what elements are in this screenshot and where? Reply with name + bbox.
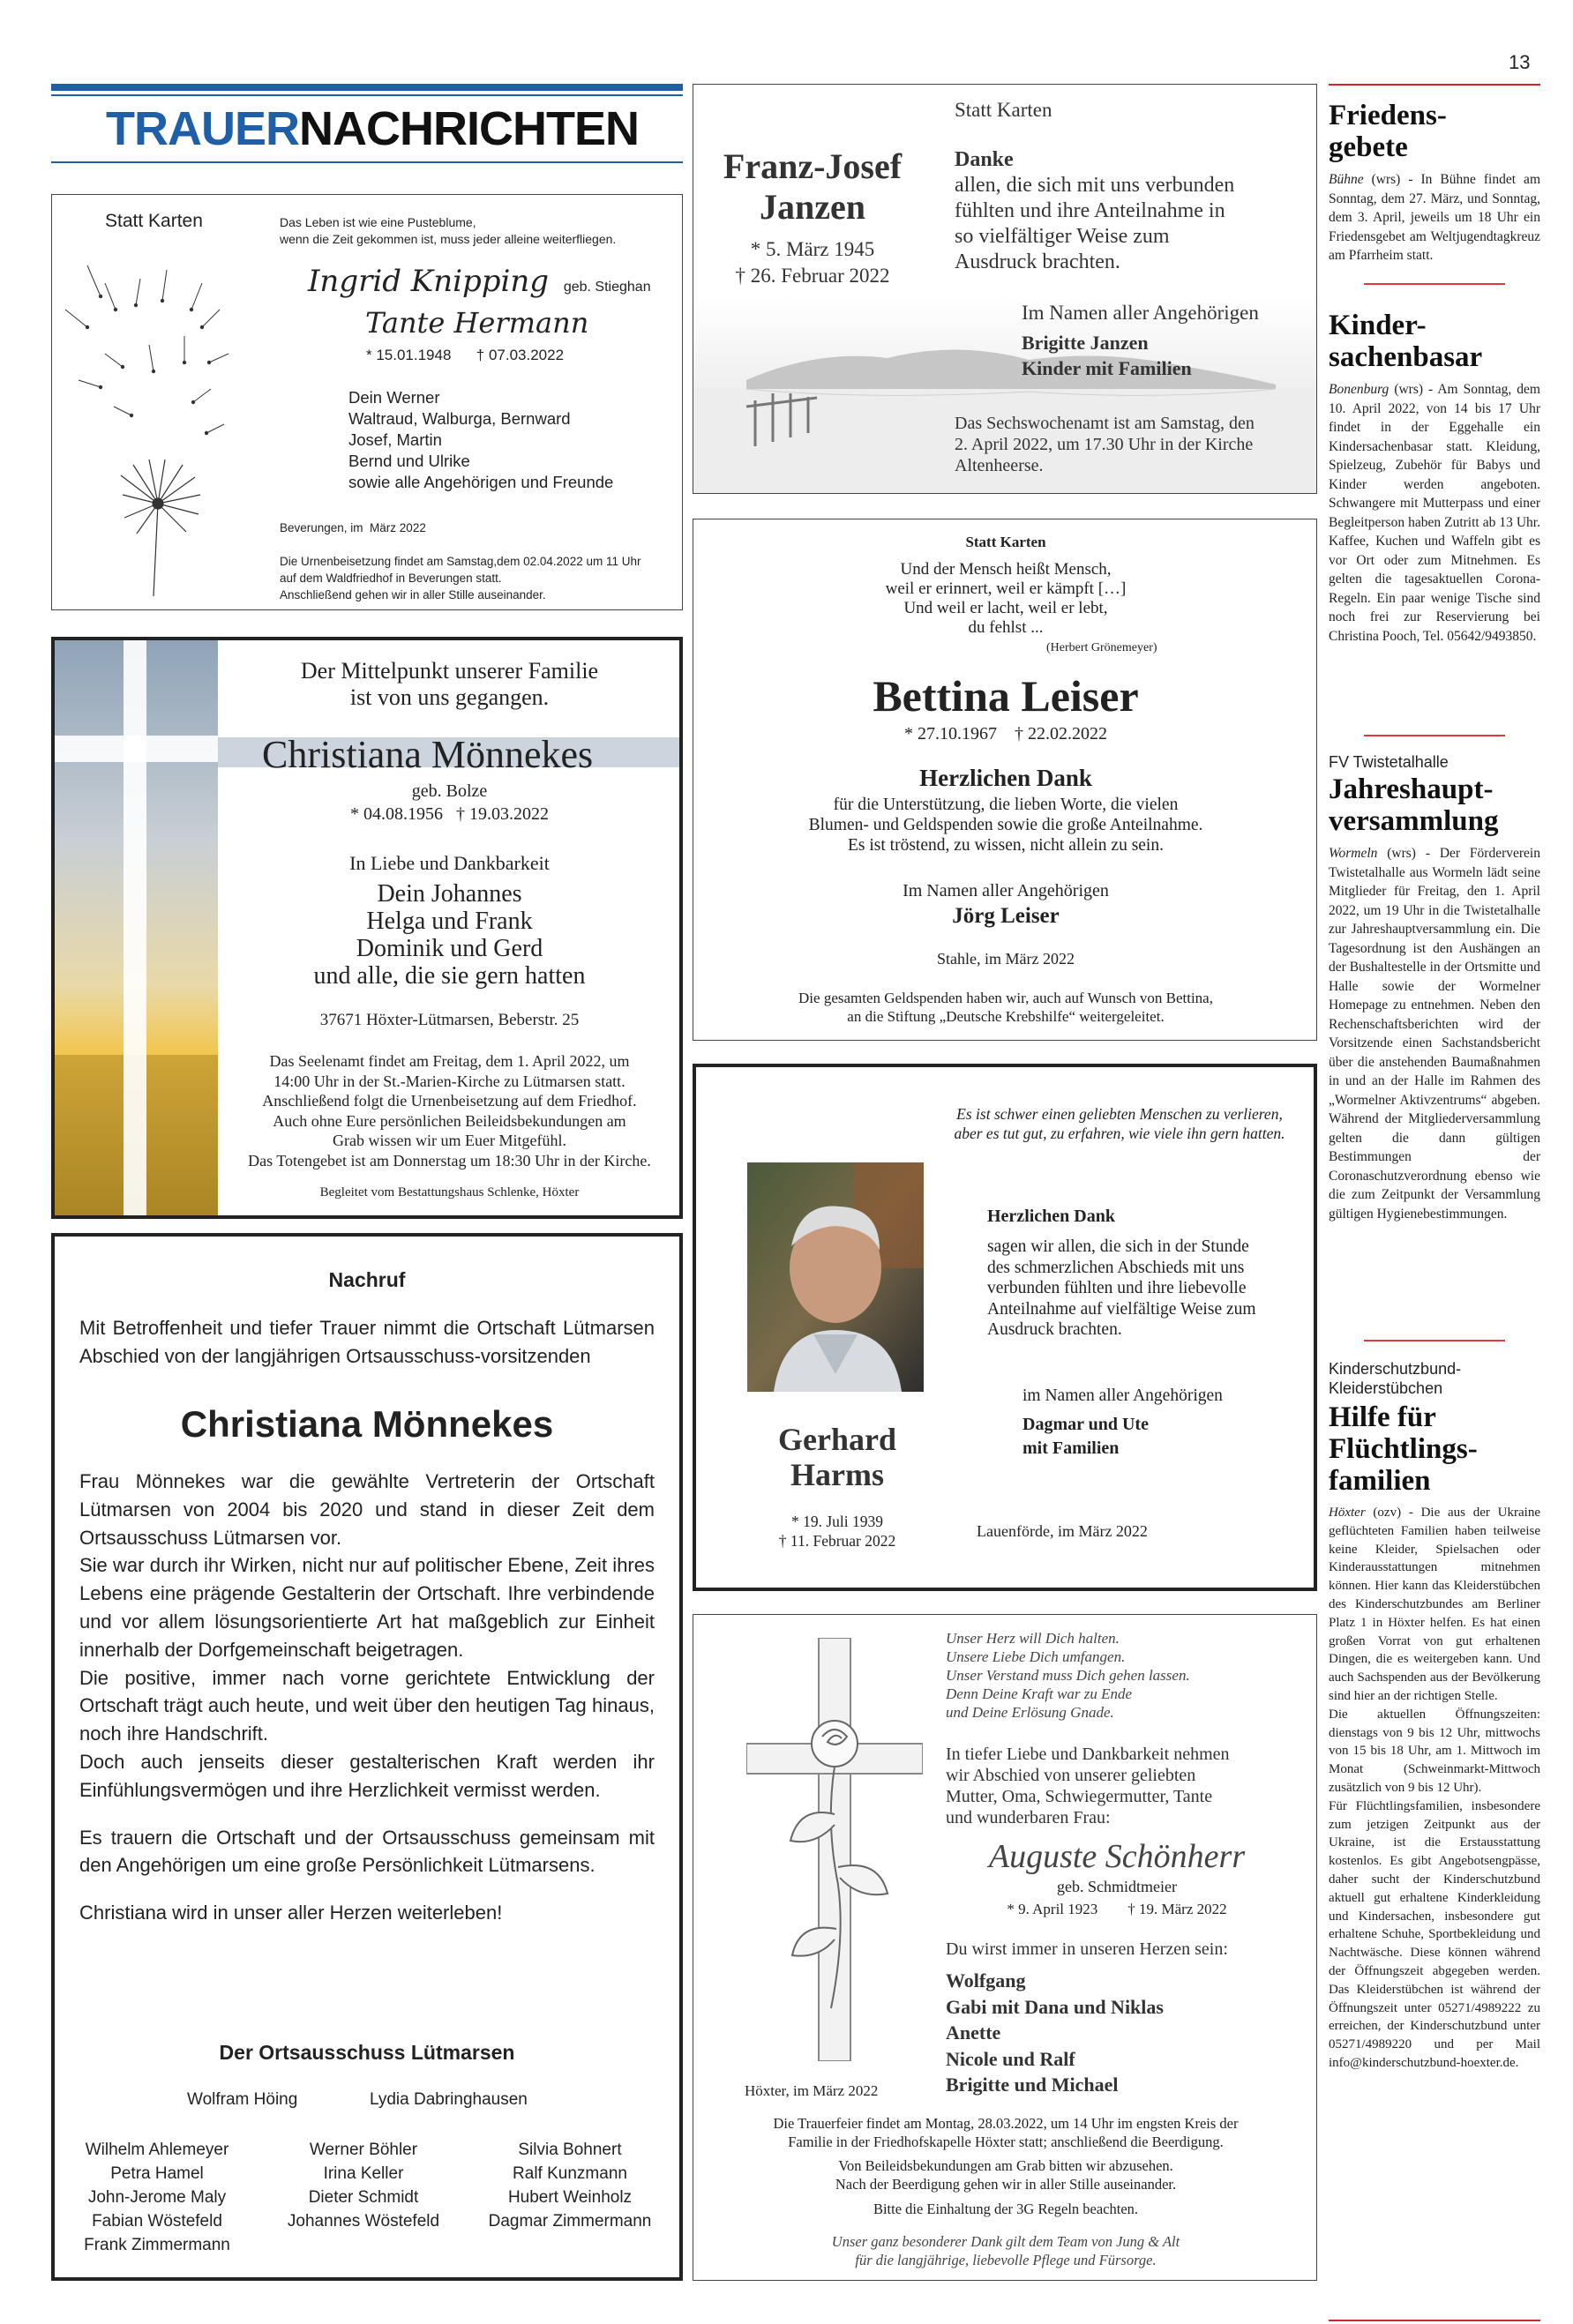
- article-title-hilfe-fluechtlingsfamilien: Hilfe für Flüchtlings- familien: [1329, 1401, 1478, 1497]
- life-dates: * 19. Juli 1939 † 11. Februar 2022: [778, 1513, 896, 1550]
- statt-karten: Statt Karten: [965, 534, 1046, 550]
- cross-sunset-image: [55, 640, 218, 1215]
- funeral-info-2: Von Beileidsbekundungen am Grab bitten wir abzusehen. Nach der Beerdigung gehen wir in aller Stille auseinander.: [835, 2157, 1177, 2193]
- page-number: 13: [1509, 51, 1531, 73]
- deceased-name: Bettina Leiser: [873, 671, 1139, 721]
- article-title-friedensgebete: Friedens- gebete: [1329, 100, 1447, 163]
- birth-name: geb. Schmidtmeier: [1057, 1878, 1177, 1895]
- obituary-ingrid-knipping: [51, 194, 683, 610]
- 3g-note: Bitte die Einhaltung der 3G Regeln beachten.: [873, 2201, 1139, 2217]
- statt-karten: Statt Karten: [955, 99, 1052, 121]
- members-col-3: Silvia Bohnert Ralf Kunzmann Hubert Weinholz Dagmar Zimmermann: [488, 2141, 652, 2231]
- name-line-1: Franz-Josef: [723, 146, 903, 186]
- article-text-kindersachenbasar: Bonenburg (wrs) - Am Sonntag, dem 10. April 2022, von 14 bis 17 Uhr findet in der Eggehalle ein Kindersachenbasar statt. Kleidung, Spielzeug, Zubehör für Babys und Kinder werden angeboten. Schwangere mit Mutterpass und einer Begleitperson haben Zutritt ab 13 Uhr. Kaffee, Kuchen und Waffeln gibt es vor Ort oder zum Mitnehmen. Es gelten die tagesaktuellen Corona-Regeln. Ein paar wenige Tische sind noch frei zur Reservierung bei Christina Pooch, Tel. 05642/9493850.: [1329, 382, 1540, 644]
- dandelion-illustration: [52, 257, 264, 601]
- deceased-name: Christiana Mönnekes: [180, 1403, 554, 1445]
- leader-1: Wolfram Höing: [187, 2090, 298, 2109]
- obituary-bettina-leiser: [693, 519, 1317, 1041]
- im-namen-label: Im Namen aller Angehörigen: [1022, 302, 1259, 324]
- header-suffix: NACHRICHTEN: [299, 102, 639, 155]
- signer: Jörg Leiser: [952, 904, 1060, 928]
- thanks-text: allen, die sich mit uns verbunden fühlten und ihre Anteilnahme in so vielfältiger Weise zum Ausdruck brachten.: [955, 174, 1235, 273]
- paragraph-2: Sie war durch ihr Wirken, nicht nur auf politischer Ebene, Zeit ihres Lebens eine prägende Gestalterin der Ortschaft. Ihre verbindende und vor allem lösungsorientierte Art hat maßgeblich zur Einheit innerhalb der Dorfgemeinschaft beigetragen.: [79, 1554, 655, 1661]
- poem: Unser Herz will Dich halten. Unsere Liebe Dich umfangen. Unser Verstand muss Dich gehen lassen. Denn Deine Kraft war zu Ende und Deine Erlösung Gnade.: [946, 1630, 1190, 1721]
- paragraph-4: Doch auch jenseits dieser gestalterischen Kraft werden ihr Einfühlungsvermögen und ihre Herzlichkeit vermisst werden.: [79, 1750, 655, 1801]
- birth-name: geb. Bolze: [411, 781, 488, 801]
- life-dates: * 15.01.1948 † 07.03.2022: [366, 347, 565, 363]
- family-list: Dein Johannes Helga und Frank Dominik und Gerd und alle, die sie gern hatten: [313, 880, 586, 990]
- funeral-info: Die Trauerfeier findet am Montag, 28.03.2022, um 14 Uhr im engsten Kreis der Familie in der Friedhofskapelle Höxter statt; anschließend die Beerdigung.: [773, 2115, 1239, 2150]
- place-date: Beverungen, im März 2022: [280, 521, 426, 534]
- donation-note: Die gesamten Geldspenden haben wir, auch auf Wunsch von Bettina, an die Stiftung „Deutsche Krebshilfe“ weitergeleitet.: [798, 990, 1213, 1025]
- portrait-photo: [747, 1162, 924, 1392]
- birth-name: geb. Stieghan: [563, 280, 651, 295]
- leader-2: Lydia Dabringhausen: [370, 2090, 528, 2109]
- intro-text: Der Mittelpunkt unserer Familie ist von uns gegangen.: [300, 658, 599, 710]
- members-col-1: Wilhelm Ahlemeyer Petra Hamel John-Jerome Maly Fabian Wöstefeld Frank Zimmermann: [84, 2141, 230, 2254]
- im-namen-label: im Namen aller Angehörigen: [1022, 1386, 1223, 1405]
- deceased-name: Gerhard Harms: [778, 1422, 896, 1492]
- im-namen-label: Im Namen aller Angehörigen: [903, 881, 1109, 900]
- funeral-info: Die Urnenbeisetzung findet am Samstag,dem 02.04.2022 um 11 Uhr auf dem Waldfriedhof in Beverungen statt. Anschließend gehen wir in aller Stille auseinander.: [280, 555, 641, 602]
- sidebar-news: [1329, 84, 1540, 2324]
- intro-text: Mit Betroffenheit und tiefer Trauer nimmt die Ortschaft Lütmarsen Abschied von der langjährigen Ortsausschuss-vorsitzenden: [79, 1317, 655, 1367]
- poem-attribution: (Herbert Grönemeyer): [1046, 641, 1157, 654]
- birth-date: * 5. März 1945: [750, 238, 875, 260]
- herzlichen-dank: Herzlichen Dank: [987, 1207, 1115, 1226]
- in-liebe-label: In Liebe und Dankbarkeit: [349, 852, 550, 874]
- name-line-2: Janzen: [760, 187, 865, 227]
- article-kicker-kleiderstuebchen: Kinderschutzbund- Kleiderstübchen: [1329, 1360, 1462, 1397]
- thanks-note: Unser ganz besonderer Dank gilt dem Team von Jung & Alt für die langjährige, liebevolle Pflege und Fürsorge.: [831, 2233, 1180, 2268]
- place-date: Lauenförde, im März 2022: [977, 1522, 1148, 1540]
- place-date: Stahle, im März 2022: [937, 950, 1075, 968]
- article-text-hilfe-fluechtlingsfamilien: Höxter (ozv) - Die aus der Ukraine geflüchteten Familien haben teilweise keine Kleider, Spielsachen oder Kinderausstattungen mitnehmen können. Hier kann das Kleiderstübchen des Kinderschutzbundes am Berliner Platz 1 in Höxter helfen. Es hat einen großen Vorrat von gut erhaltenen Dingen, die es weitergeben kann. Und auch Sachspenden aus der Bevölkerung sind hier an der richtigen Stelle. Die aktuellen Öffnungszeiten: dienstags von 9 bis 12 Uhr, mittwochs von 15 bis 18 Uhr, am 1. Mittwoch im Monat (Schweinmarkt-Mittwoch zusätzlich von 9 bis 12 Uhr). Für Flüchtlingsfamilien, insbesondere zum jetzigen Zeitpunkt aus der Ukraine, ist die Erstausstattung kostenlos. Es gibt Angebotsengpässe, daher sucht der Kinderschutzbund aktuell gut erhaltene Kinderkleidung und Kindersachen, insbesondere gut erhaltene Schuhe, Sportbekleidung und Nachtwäsche. Diese können während der Öffnungszeit abgegeben werden. Das Kleiderstübchen ist während der Öffnungszeit unter 05271/4989222 zu erreichen, der Kinderschutzbund unter 05271/4989220 und per Mail info@kinderschutzbund-hoexter.de.: [1329, 1506, 1540, 2070]
- address: 37671 Höxter-Lütmarsen, Beberstr. 25: [319, 1011, 580, 1029]
- paragraph-6: Christiana wird in unser aller Herzen weiterleben!: [79, 1902, 503, 1924]
- quote: Es ist schwer einen geliebten Menschen zu verlieren, aber es tut gut, zu erfahren, wie viele ihn gern hatten.: [954, 1105, 1285, 1142]
- committee-name: Der Ortsausschuss Lütmarsen: [219, 2041, 515, 2064]
- signers: Dagmar und Ute mit Familien: [1022, 1415, 1149, 1458]
- cross-rose-illustration: [746, 1638, 923, 2061]
- article-kicker-jahreshauptversammlung: FV Twistetalhalle: [1329, 753, 1449, 771]
- death-date: † 26. Februar 2022: [735, 265, 890, 287]
- family-list: Wolfgang Gabi mit Dana und Niklas Anette Nicole und Ralf Brigitte und Michael: [946, 1969, 1164, 2096]
- article-text-friedensgebete: Bühne (wrs) - In Bühne findet am Sonntag, dem 27. März, und Sonntag, dem 3. April, jeweils um 18 Uhr ein Friedensgebet am Weltjugendtagkreuz am Pfarrheim statt.: [1329, 172, 1540, 263]
- members-col-2: Werner Böhler Irina Keller Dieter Schmidt Johannes Wöstefeld: [287, 2141, 440, 2231]
- obituary-gerhard-harms: [693, 1064, 1317, 1591]
- obituary-christiana-moennekes: [51, 637, 683, 1219]
- farewell-text: In tiefer Liebe und Dankbarkeit nehmen wir Abschied von unserer geliebten Mutter, Oma, Schwiegermutter, Tante und wunderbaren Frau:: [946, 1745, 1230, 1827]
- quote: Das Leben ist wie eine Pusteblume, wenn die Zeit gekommen ist, muss jeder alleine weiterfliegen.: [280, 215, 617, 246]
- paragraph-3: Die positive, immer nach vorne gerichtete Entwicklung der Ortschaft trägt auch heute, und weit über den heutigen Tag hinaus, noch ihre Handschrift.: [79, 1666, 655, 1745]
- article-title-jahreshauptversammlung: Jahreshaupt- versammlung: [1329, 773, 1499, 837]
- article-text-jahreshauptversammlung: Wormeln (wrs) - Der Förderverein Twistetalhalle aus Wormeln lädt seine Mitglieder für Freitag, den 1. April 2022, um 19 Uhr in die Twistetalhalle zur Jahreshauptversammlung ein. Die Tagesordnung ist den Aushängen an der Bushaltestelle in der Ortsmitte und Halle sowie der Wormelner Homepage zu entnehmen. Neben den Rechenschaftsberichten wird der Vorsitzende einen Sachstandsbericht über die anstehenden Baumaßnahmen in und an der Halle im Rahmen des „Wormelner Aktivzentrums“ abgeben. Während der Mitgliederversammlung gelten die dann gültigen Bestimmungen der Coronaschutzverordnung ebenso wie die zum Zeitpunkt der Versammlung gültigen Hygienebestimmungen.: [1329, 846, 1540, 1222]
- paragraph-5: Es trauern die Ortschaft und der Ortsausschuss gemeinsam mit den Angehörigen um eine große Persönlichkeit Lütmarsens.: [79, 1826, 655, 1877]
- deceased-name: Christiana Mönnekes: [262, 733, 594, 776]
- statt-karten: Statt Karten: [105, 211, 203, 231]
- deceased-name: Auguste Schönherr: [988, 1838, 1246, 1875]
- requiem-info: Das Sechswochenamt ist am Samstag, den 2. April 2022, um 17.30 Uhr in der Kirche Altenheerse.: [955, 414, 1255, 475]
- family-list: Dein Werner Waltraud, Walburga, Bernward Josef, Martin Bernd und Ulrike sowie alle Angehörigen und Freunde: [348, 388, 614, 491]
- life-dates: * 9. April 1923 † 19. März 2022: [1007, 1901, 1227, 1917]
- paragraph-1: Frau Mönnekes war die gewählte Vertreterin der Ortschaft Lütmarsen von 2004 bis 2020 und stand in dieser Zeit dem Ortsausschuss Lütmarsen vor.: [79, 1470, 655, 1549]
- poem: Und der Mensch heißt Mensch, weil er erinnert, weil er kämpft […] Und weil er lacht, weil er lebt, du fehlst ...: [885, 560, 1127, 637]
- undertaker: Begleitet vom Bestattungshaus Schlenke, Höxter: [319, 1185, 580, 1199]
- obituary-nachruf-ortsausschuss: [51, 1233, 683, 2281]
- life-dates: * 04.08.1956 † 19.03.2022: [350, 804, 549, 824]
- danke-heading: Danke: [955, 148, 1014, 171]
- place-date: Höxter, im März 2022: [745, 2082, 879, 2099]
- obituary-franz-josef-janzen: [693, 84, 1317, 494]
- deceased-name: Ingrid Knipping: [308, 264, 550, 299]
- header-prefix: TRAUER: [106, 102, 299, 155]
- signers: Brigitte Janzen Kinder mit Familien: [1022, 332, 1192, 379]
- herzen-label: Du wirst immer in unseren Herzen sein:: [946, 1939, 1228, 1959]
- nachruf-title: Nachruf: [328, 1268, 406, 1291]
- section-header: [51, 84, 683, 168]
- thanks-text: sagen wir allen, die sich in der Stunde des schmerzlichen Abschieds mit uns verbunden fühlten und ihre liebevolle Anteilnahme auf vielfältige Weise zum Ausdruck brachten.: [987, 1237, 1256, 1339]
- herzlichen-dank: Herzlichen Dank: [919, 765, 1092, 791]
- article-title-kindersachenbasar: Kinder- sachenbasar: [1329, 310, 1483, 373]
- thanks-text: für die Unterstützung, die lieben Worte, die vielen Blumen- und Geldspenden sowie die große Anteilnahme. Es ist tröstend, zu wissen, nicht allein zu sein.: [808, 796, 1203, 855]
- funeral-info: Das Seelenamt findet am Freitag, dem 1. April 2022, um 14:00 Uhr in der St.-Marien-Kirche zu Lütmarsen statt. Anschließend folgt die Urnenbeisetzung auf dem Friedhof. Auch ohne Eure persönlichen Beileidsbekundungen am Grab wissen wir um Euer Mitgefühl. Das Totengebet ist am Donnerstag um 18:30 Uhr in der Kirche.: [248, 1052, 651, 1169]
- life-dates: * 27.10.1967 † 22.02.2022: [904, 724, 1107, 744]
- nickname: Tante Hermann: [365, 306, 589, 340]
- obituary-auguste-schoenherr: [693, 1614, 1317, 2281]
